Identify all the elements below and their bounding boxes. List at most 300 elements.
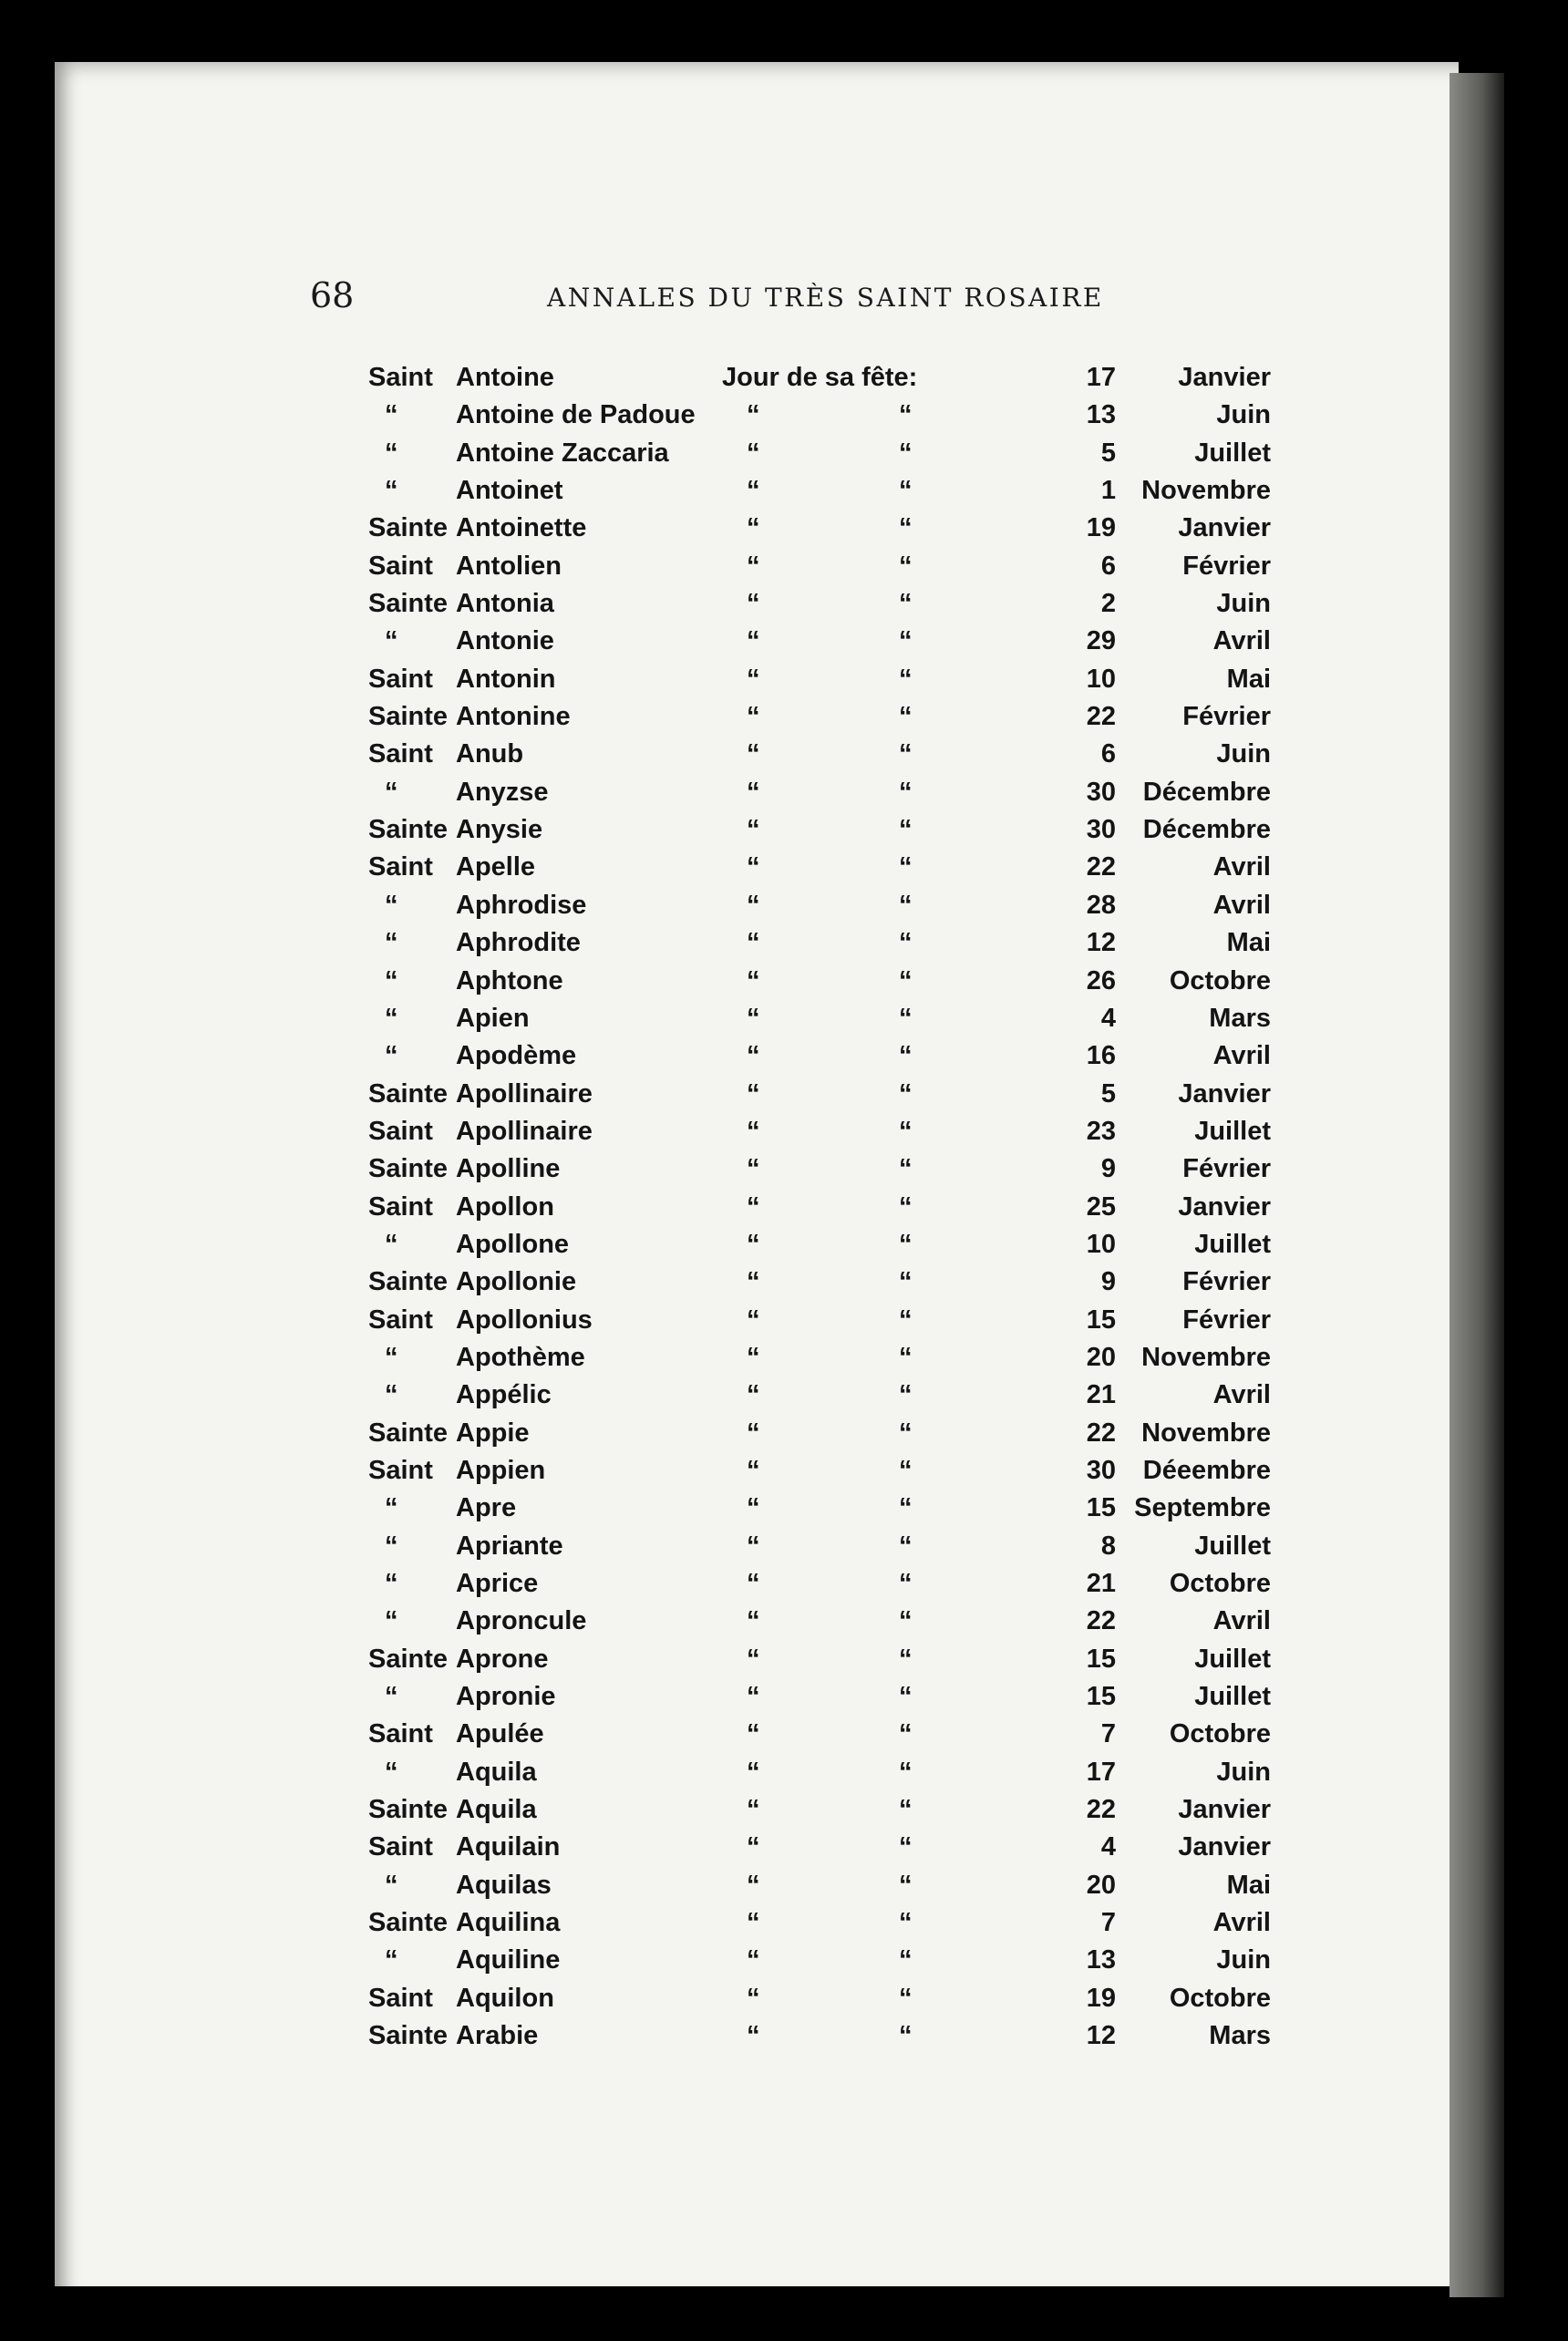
ditto-mark: “ bbox=[899, 438, 913, 468]
saint-title: Saint bbox=[368, 1116, 433, 1146]
ditto-mark: “ bbox=[899, 965, 913, 995]
feast-day-month: Avril bbox=[1212, 1606, 1271, 1636]
list-item bbox=[368, 1076, 1271, 1113]
ditto-mark: “ bbox=[747, 551, 760, 581]
ditto-mark: “ bbox=[747, 1644, 760, 1674]
feast-day-month: Juin bbox=[1216, 739, 1271, 769]
saint-name: Antonia bbox=[456, 589, 554, 619]
feast-day-number: 19 bbox=[1086, 1983, 1116, 2013]
feast-day-month: Novembre bbox=[1141, 1418, 1271, 1448]
ditto-mark: “ bbox=[899, 664, 913, 694]
saint-name: Apelle bbox=[456, 852, 536, 882]
list-item bbox=[368, 1490, 1271, 1527]
list-item bbox=[368, 435, 1271, 472]
page-number: 68 bbox=[310, 275, 355, 315]
feast-day-month: Janvier bbox=[1178, 1191, 1271, 1222]
ditto-mark: “ bbox=[747, 1908, 760, 1938]
ditto-mark: “ bbox=[747, 777, 760, 807]
feast-day-month: Décembre bbox=[1142, 815, 1271, 845]
feast-day-number: 30 bbox=[1086, 1455, 1116, 1485]
ditto-mark: “ bbox=[899, 1342, 913, 1372]
saint-title: Saint bbox=[368, 1191, 433, 1222]
list-item bbox=[368, 661, 1271, 698]
feast-day-month: Novembre bbox=[1141, 1342, 1271, 1372]
feast-day-number: 22 bbox=[1086, 1606, 1116, 1636]
list-item bbox=[368, 1791, 1271, 1829]
list-item bbox=[368, 1113, 1271, 1150]
list-item bbox=[368, 1641, 1271, 1678]
saint-name: Aquilain bbox=[456, 1832, 561, 1862]
list-item bbox=[368, 1339, 1271, 1377]
ditto-mark: “ bbox=[899, 626, 913, 656]
saint-title: Sainte bbox=[368, 589, 449, 619]
ditto-mark: “ bbox=[747, 702, 760, 732]
feast-day-month: Février bbox=[1182, 1267, 1271, 1297]
list-item bbox=[368, 1678, 1271, 1716]
saint-name: Apollone bbox=[456, 1229, 570, 1259]
saint-title: “ bbox=[385, 1757, 398, 1787]
list-item bbox=[368, 1000, 1271, 1037]
saint-name: Aquila bbox=[456, 1795, 537, 1825]
ditto-mark: “ bbox=[899, 1418, 913, 1448]
list-item bbox=[368, 887, 1271, 924]
feast-day-month: Octobre bbox=[1169, 1719, 1271, 1749]
feast-day-number: 17 bbox=[1086, 363, 1116, 392]
saint-name: Antoinette bbox=[456, 513, 587, 543]
ditto-mark: “ bbox=[747, 1305, 760, 1335]
list-item bbox=[368, 774, 1271, 811]
feast-day-month: Juillet bbox=[1194, 1229, 1271, 1259]
list-item bbox=[368, 1452, 1271, 1490]
saint-title: “ bbox=[385, 1229, 398, 1259]
list-item bbox=[368, 1263, 1271, 1301]
running-title: ANNALES DU TRÈS SAINT ROSAIRE bbox=[547, 283, 1104, 313]
saint-title: Sainte bbox=[368, 1267, 449, 1297]
ditto-mark: “ bbox=[747, 513, 760, 543]
saint-name: Appie bbox=[456, 1418, 530, 1448]
ditto-mark: “ bbox=[747, 1531, 760, 1561]
page-header bbox=[310, 275, 1130, 321]
ditto-mark: “ bbox=[747, 1757, 760, 1787]
saint-title: Saint bbox=[368, 1719, 433, 1749]
ditto-mark: “ bbox=[747, 928, 760, 958]
feast-day-number: 6 bbox=[1100, 739, 1116, 769]
saint-name: Aquila bbox=[456, 1757, 537, 1787]
ditto-mark: “ bbox=[747, 1870, 760, 1900]
feast-day-month: Novembre bbox=[1141, 476, 1271, 506]
ditto-mark: “ bbox=[747, 965, 760, 995]
saint-name: Apollonie bbox=[456, 1267, 577, 1297]
ditto-mark: “ bbox=[899, 1682, 913, 1712]
feast-day-number: 9 bbox=[1100, 1154, 1116, 1184]
feast-day-number: 28 bbox=[1086, 890, 1116, 920]
saint-name: Appien bbox=[456, 1455, 546, 1485]
feast-day-number: 6 bbox=[1100, 551, 1116, 581]
ditto-mark: “ bbox=[747, 1795, 760, 1825]
feast-day-month: Octobre bbox=[1169, 1569, 1271, 1598]
ditto-mark: “ bbox=[899, 551, 913, 581]
ditto-mark: “ bbox=[899, 1305, 913, 1335]
saint-name: Apodème bbox=[456, 1041, 577, 1071]
ditto-mark: “ bbox=[747, 400, 760, 430]
feast-day-month: Avril bbox=[1212, 852, 1271, 882]
saint-title: Sainte bbox=[368, 2021, 449, 2051]
saint-title: Sainte bbox=[368, 702, 449, 732]
feast-day-number: 15 bbox=[1086, 1493, 1116, 1523]
list-item bbox=[368, 849, 1271, 886]
ditto-mark: “ bbox=[747, 1229, 760, 1259]
feast-day-month: Avril bbox=[1212, 1041, 1271, 1071]
ditto-mark: “ bbox=[747, 852, 760, 882]
list-item bbox=[368, 1603, 1271, 1640]
feast-day-number: 30 bbox=[1086, 777, 1116, 807]
ditto-mark: “ bbox=[747, 1342, 760, 1372]
ditto-mark: “ bbox=[899, 1531, 913, 1561]
list-item bbox=[368, 1829, 1271, 1866]
feast-day-month: Janvier bbox=[1178, 1795, 1271, 1825]
saint-title: “ bbox=[385, 928, 398, 958]
saint-name: Apolline bbox=[456, 1154, 561, 1184]
feast-day-number: 13 bbox=[1086, 400, 1116, 430]
list-item bbox=[368, 1754, 1271, 1791]
list-item bbox=[368, 1980, 1271, 2017]
ditto-mark: “ bbox=[747, 1078, 760, 1109]
saint-name: Apothème bbox=[456, 1342, 585, 1372]
saint-title: “ bbox=[385, 965, 398, 995]
feast-day-number: 26 bbox=[1086, 965, 1116, 995]
feast-day-label: Jour de sa fête: bbox=[722, 363, 918, 392]
saint-title: Sainte bbox=[368, 1908, 449, 1938]
ditto-mark: “ bbox=[747, 589, 760, 619]
saint-title: “ bbox=[385, 1380, 398, 1410]
saint-title: “ bbox=[385, 626, 398, 656]
list-item bbox=[368, 924, 1271, 962]
feast-day-number: 15 bbox=[1086, 1682, 1116, 1712]
saint-name: Apronie bbox=[456, 1682, 556, 1712]
list-item bbox=[368, 585, 1271, 623]
saint-name: Apulée bbox=[456, 1719, 544, 1749]
feast-day-number: 20 bbox=[1086, 1870, 1116, 1900]
saint-name: Antoine de Padoue bbox=[456, 400, 696, 430]
saint-name: Apre bbox=[456, 1493, 517, 1523]
saint-name: Aquilas bbox=[456, 1870, 552, 1900]
feast-day-number: 15 bbox=[1086, 1644, 1116, 1674]
list-item bbox=[368, 397, 1271, 434]
list-item bbox=[368, 811, 1271, 849]
ditto-mark: “ bbox=[899, 1832, 913, 1862]
saint-title: Saint bbox=[368, 1983, 433, 2013]
saint-name: Aquilon bbox=[456, 1983, 554, 2013]
saint-title: Saint bbox=[368, 363, 433, 392]
saint-title: Sainte bbox=[368, 815, 449, 845]
ditto-mark: “ bbox=[747, 1945, 760, 1975]
ditto-mark: “ bbox=[899, 1229, 913, 1259]
saint-name: Aphtone bbox=[456, 965, 563, 995]
feast-day-number: 20 bbox=[1086, 1342, 1116, 1372]
feast-day-number: 4 bbox=[1100, 1832, 1116, 1862]
feast-day-month: Février bbox=[1182, 702, 1271, 732]
saint-title: “ bbox=[385, 1606, 398, 1636]
ditto-mark: “ bbox=[899, 815, 913, 845]
saint-name: Aphrodise bbox=[456, 890, 587, 920]
ditto-mark: “ bbox=[747, 1116, 760, 1146]
ditto-mark: “ bbox=[747, 1832, 760, 1862]
feast-day-number: 12 bbox=[1086, 2021, 1116, 2051]
list-item bbox=[368, 1528, 1271, 1565]
feast-day-month: Mai bbox=[1226, 1870, 1271, 1900]
ditto-mark: “ bbox=[747, 1418, 760, 1448]
ditto-mark: “ bbox=[899, 1644, 913, 1674]
feast-day-number: 4 bbox=[1100, 1003, 1116, 1033]
saint-title: Saint bbox=[368, 852, 433, 882]
ditto-mark: “ bbox=[747, 1682, 760, 1712]
feast-day-month: Octobre bbox=[1169, 965, 1271, 995]
saint-title: “ bbox=[385, 400, 398, 430]
ditto-mark: “ bbox=[899, 1003, 913, 1033]
feast-day-number: 21 bbox=[1086, 1569, 1116, 1598]
feast-day-number: 22 bbox=[1086, 702, 1116, 732]
saint-name: Aquiline bbox=[456, 1945, 561, 1975]
feast-day-number: 22 bbox=[1086, 1418, 1116, 1448]
ditto-mark: “ bbox=[747, 739, 760, 769]
feast-day-month: Juin bbox=[1216, 589, 1271, 619]
feast-day-month: Avril bbox=[1212, 1908, 1271, 1938]
ditto-mark: “ bbox=[899, 739, 913, 769]
list-item bbox=[368, 2017, 1271, 2055]
saint-title: Sainte bbox=[368, 1644, 449, 1674]
list-item bbox=[368, 963, 1271, 1000]
feast-day-month: Avril bbox=[1212, 890, 1271, 920]
ditto-mark: “ bbox=[899, 777, 913, 807]
ditto-mark: “ bbox=[899, 1606, 913, 1636]
ditto-mark: “ bbox=[899, 589, 913, 619]
ditto-mark: “ bbox=[899, 1191, 913, 1222]
feast-day-number: 10 bbox=[1086, 664, 1116, 694]
feast-day-month: Déeembre bbox=[1142, 1455, 1271, 1485]
feast-day-month: Février bbox=[1182, 551, 1271, 581]
list-item bbox=[368, 1037, 1271, 1075]
ditto-mark: “ bbox=[899, 1870, 913, 1900]
feast-day-month: Juillet bbox=[1194, 1682, 1271, 1712]
saint-title: “ bbox=[385, 777, 398, 807]
ditto-mark: “ bbox=[899, 1267, 913, 1297]
saint-name: Apriante bbox=[456, 1531, 563, 1561]
list-item bbox=[368, 1565, 1271, 1603]
saint-name: Aprice bbox=[456, 1569, 539, 1598]
ditto-mark: “ bbox=[747, 1267, 760, 1297]
ditto-mark: “ bbox=[899, 890, 913, 920]
feast-day-number: 29 bbox=[1086, 626, 1116, 656]
saint-title: “ bbox=[385, 1569, 398, 1598]
feast-day-month: Décembre bbox=[1142, 777, 1271, 807]
feast-day-month: Mars bbox=[1209, 1003, 1271, 1033]
ditto-mark: “ bbox=[747, 664, 760, 694]
saint-name: Apollinaire bbox=[456, 1116, 593, 1146]
list-item bbox=[368, 736, 1271, 773]
ditto-mark: “ bbox=[899, 1908, 913, 1938]
feast-day-month: Septembre bbox=[1134, 1493, 1271, 1523]
saint-title: “ bbox=[385, 1342, 398, 1372]
list-item bbox=[368, 1189, 1271, 1226]
saint-title: “ bbox=[385, 1531, 398, 1561]
ditto-mark: “ bbox=[899, 2021, 913, 2051]
saint-title: “ bbox=[385, 1870, 398, 1900]
feast-day-number: 2 bbox=[1100, 589, 1116, 619]
ditto-mark: “ bbox=[747, 438, 760, 468]
saint-name: Aphrodite bbox=[456, 928, 581, 958]
list-item bbox=[368, 623, 1271, 660]
saint-name: Apollinaire bbox=[456, 1078, 593, 1109]
feast-day-month: Juin bbox=[1216, 400, 1271, 430]
feast-day-number: 12 bbox=[1086, 928, 1116, 958]
ditto-mark: “ bbox=[747, 1983, 760, 2013]
list-item bbox=[368, 698, 1271, 736]
saint-name: Antolien bbox=[456, 551, 562, 581]
ditto-mark: “ bbox=[899, 1983, 913, 2013]
saint-title: Saint bbox=[368, 551, 433, 581]
ditto-mark: “ bbox=[747, 1455, 760, 1485]
feast-day-number: 19 bbox=[1086, 513, 1116, 543]
saint-title: “ bbox=[385, 438, 398, 468]
feast-day-month: Juillet bbox=[1194, 1644, 1271, 1674]
feast-day-month: Janvier bbox=[1178, 363, 1271, 392]
saint-title: “ bbox=[385, 1041, 398, 1071]
saint-title: “ bbox=[385, 1682, 398, 1712]
saint-title: “ bbox=[385, 1003, 398, 1033]
saint-name: Anub bbox=[456, 739, 524, 769]
feast-day-month: Avril bbox=[1212, 626, 1271, 656]
saint-name: Anysie bbox=[456, 815, 543, 845]
saint-name: Apollon bbox=[456, 1191, 554, 1222]
saint-title: Saint bbox=[368, 1832, 433, 1862]
ditto-mark: “ bbox=[899, 702, 913, 732]
feast-day-month: Janvier bbox=[1178, 1078, 1271, 1109]
feast-day-month: Mai bbox=[1226, 664, 1271, 694]
feast-day-number: 25 bbox=[1086, 1191, 1116, 1222]
feast-day-month: Juillet bbox=[1194, 438, 1271, 468]
ditto-mark: “ bbox=[747, 1041, 760, 1071]
ditto-mark: “ bbox=[899, 1116, 913, 1146]
list-item bbox=[368, 1226, 1271, 1263]
saint-name: Antoine Zaccaria bbox=[456, 438, 669, 468]
ditto-mark: “ bbox=[747, 890, 760, 920]
feast-day-month: Février bbox=[1182, 1154, 1271, 1184]
saint-name: Antonie bbox=[456, 626, 554, 656]
ditto-mark: “ bbox=[899, 1078, 913, 1109]
feast-day-month: Juin bbox=[1216, 1757, 1271, 1787]
saint-name: Aquilina bbox=[456, 1908, 561, 1938]
ditto-mark: “ bbox=[747, 626, 760, 656]
saint-name: Aproncule bbox=[456, 1606, 587, 1636]
ditto-mark: “ bbox=[899, 513, 913, 543]
feast-day-number: 15 bbox=[1086, 1305, 1116, 1335]
ditto-mark: “ bbox=[899, 1380, 913, 1410]
feast-day-number: 1 bbox=[1100, 476, 1116, 506]
ditto-mark: “ bbox=[747, 1003, 760, 1033]
page-edge-shadow bbox=[1449, 73, 1504, 2297]
saint-name: Aprone bbox=[456, 1644, 549, 1674]
ditto-mark: “ bbox=[747, 815, 760, 845]
list-item bbox=[368, 1415, 1271, 1452]
list-item bbox=[368, 1942, 1271, 1979]
ditto-mark: “ bbox=[747, 1191, 760, 1222]
feast-day-month: Juillet bbox=[1194, 1531, 1271, 1561]
feast-day-number: 17 bbox=[1086, 1757, 1116, 1787]
saint-name: Apollonius bbox=[456, 1305, 593, 1335]
ditto-mark: “ bbox=[899, 1569, 913, 1598]
feast-day-number: 22 bbox=[1086, 1795, 1116, 1825]
saint-name: Antonin bbox=[456, 664, 556, 694]
ditto-mark: “ bbox=[899, 400, 913, 430]
saint-name: Antoine bbox=[456, 363, 554, 392]
feast-day-number: 5 bbox=[1100, 438, 1116, 468]
feast-day-number: 16 bbox=[1086, 1041, 1116, 1071]
list-item bbox=[368, 510, 1271, 547]
saint-title: “ bbox=[385, 476, 398, 506]
feast-day-number: 21 bbox=[1086, 1380, 1116, 1410]
saint-title: “ bbox=[385, 890, 398, 920]
list-item bbox=[368, 1377, 1271, 1414]
feast-day-number: 7 bbox=[1100, 1719, 1116, 1749]
saint-title: Saint bbox=[368, 1305, 433, 1335]
ditto-mark: “ bbox=[747, 1569, 760, 1598]
ditto-mark: “ bbox=[747, 2021, 760, 2051]
ditto-mark: “ bbox=[899, 1757, 913, 1787]
ditto-mark: “ bbox=[899, 928, 913, 958]
saint-title: Sainte bbox=[368, 1795, 449, 1825]
ditto-mark: “ bbox=[899, 1154, 913, 1184]
saint-name: Antoinet bbox=[456, 476, 563, 506]
list-item bbox=[368, 1904, 1271, 1942]
feast-day-month: Juin bbox=[1216, 1945, 1271, 1975]
saint-title: “ bbox=[385, 1945, 398, 1975]
list-item bbox=[368, 1867, 1271, 1904]
ditto-mark: “ bbox=[899, 476, 913, 506]
list-item bbox=[368, 548, 1271, 585]
saint-title: Saint bbox=[368, 664, 433, 694]
list-item bbox=[368, 359, 1271, 397]
feast-day-number: 5 bbox=[1100, 1078, 1116, 1109]
feast-day-number: 7 bbox=[1100, 1908, 1116, 1938]
saint-title: “ bbox=[385, 1493, 398, 1523]
feast-day-month: Mars bbox=[1209, 2021, 1271, 2051]
feast-day-month: Janvier bbox=[1178, 513, 1271, 543]
feast-day-month: Avril bbox=[1212, 1380, 1271, 1410]
saint-name: Anyzse bbox=[456, 777, 549, 807]
ditto-mark: “ bbox=[899, 1041, 913, 1071]
saint-name: Appélic bbox=[456, 1380, 552, 1410]
saint-title: Saint bbox=[368, 739, 433, 769]
feast-day-number: 9 bbox=[1100, 1267, 1116, 1297]
list-item bbox=[368, 1150, 1271, 1188]
ditto-mark: “ bbox=[747, 476, 760, 506]
ditto-mark: “ bbox=[899, 1719, 913, 1749]
ditto-mark: “ bbox=[899, 1455, 913, 1485]
ditto-mark: “ bbox=[747, 1154, 760, 1184]
list-item bbox=[368, 1716, 1271, 1753]
saint-title: Sainte bbox=[368, 1154, 449, 1184]
saint-name: Antonine bbox=[456, 702, 571, 732]
ditto-mark: “ bbox=[747, 1719, 760, 1749]
list-item bbox=[368, 472, 1271, 510]
ditto-mark: “ bbox=[899, 1493, 913, 1523]
saint-title: Sainte bbox=[368, 513, 449, 543]
feast-day-month: Octobre bbox=[1169, 1983, 1271, 2013]
saint-name: Apien bbox=[456, 1003, 530, 1033]
feast-day-number: 13 bbox=[1086, 1945, 1116, 1975]
feast-day-month: Février bbox=[1182, 1305, 1271, 1335]
feast-day-number: 8 bbox=[1100, 1531, 1116, 1561]
